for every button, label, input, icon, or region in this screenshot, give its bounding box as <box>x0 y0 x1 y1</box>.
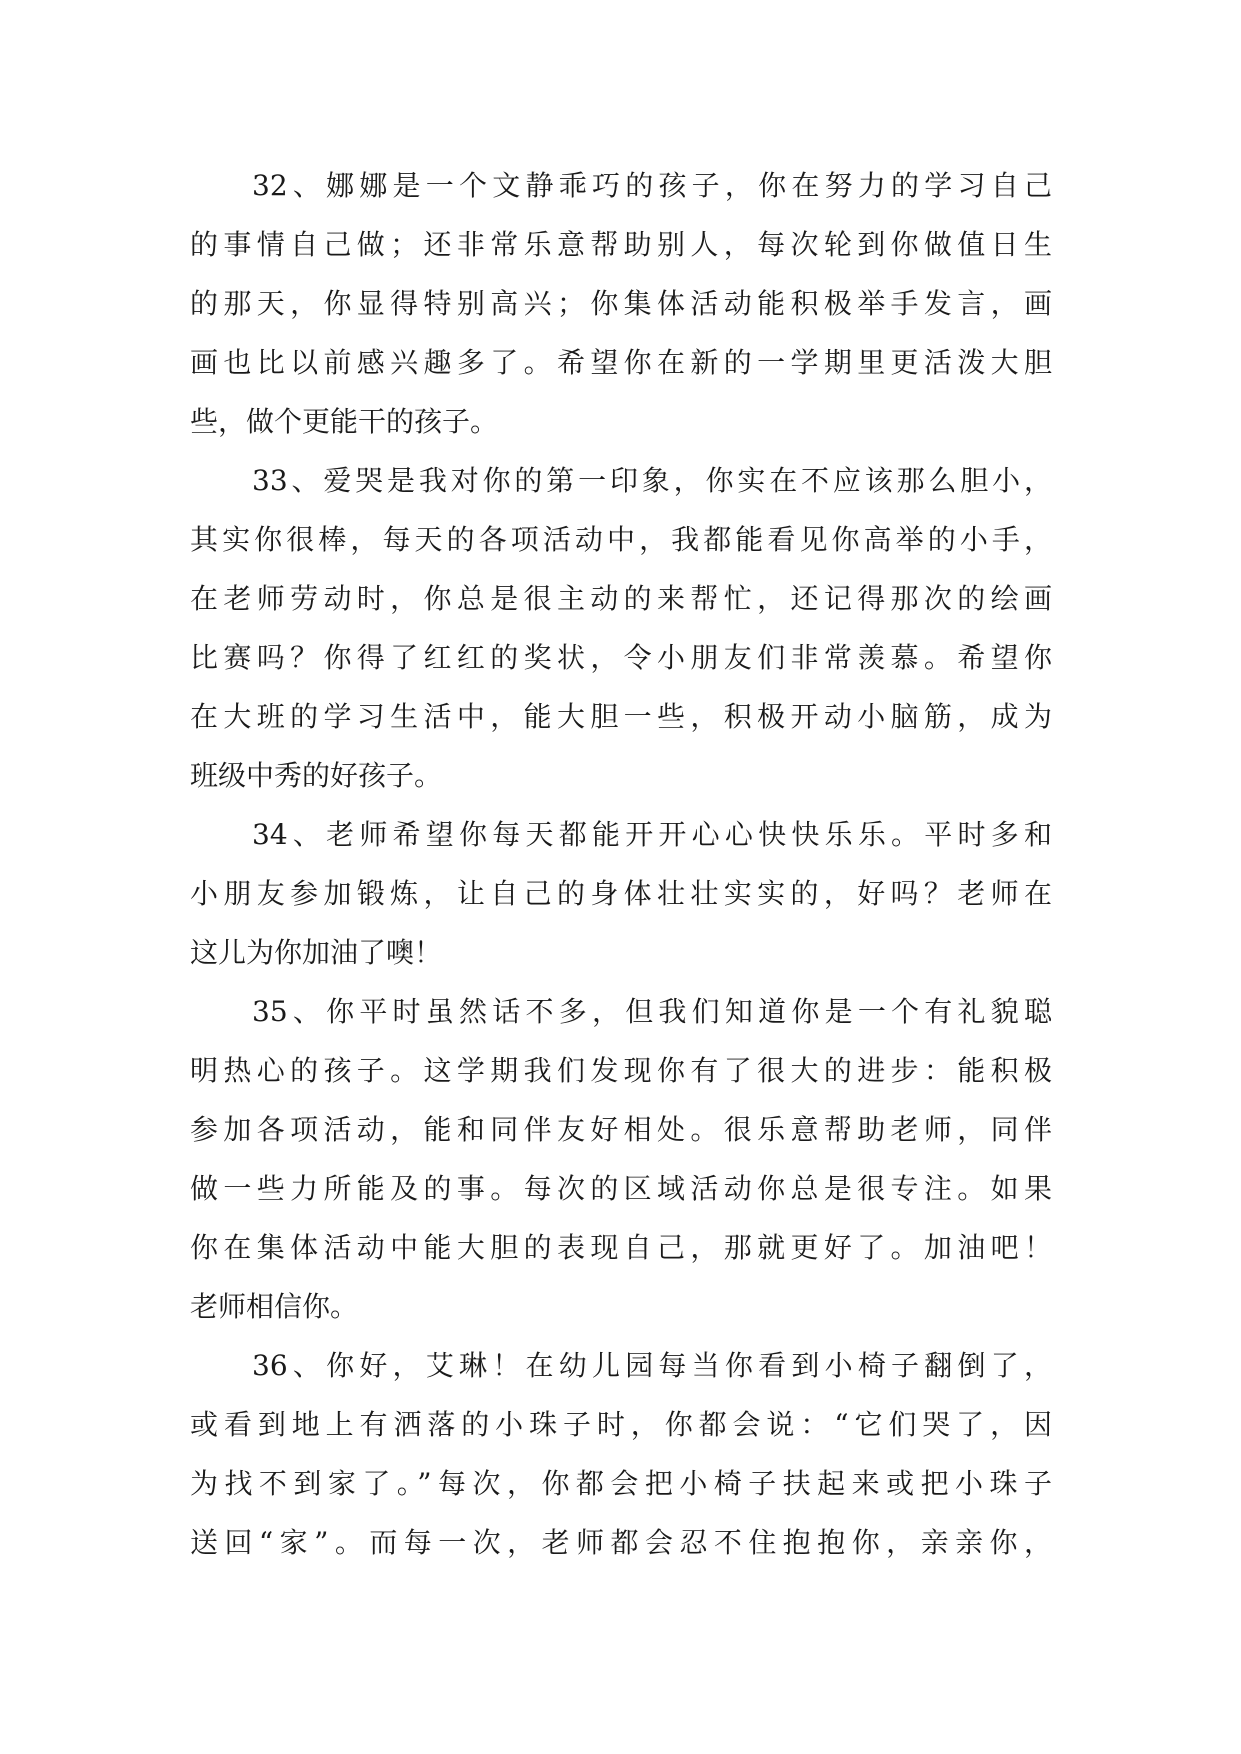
text-line: 做一些力所能及的事。每次的区域活动你总是很专注。如果 <box>190 1172 1052 1205</box>
text-line: 班级中秀的好孩子。 <box>190 759 443 792</box>
text-line: 36、你好，艾琳！在幼儿园每当你看到小椅子翻倒了， <box>252 1349 1052 1382</box>
text-line: 在大班的学习生活中，能大胆一些，积极开动小脑筋，成为 <box>190 700 1052 733</box>
text-line: 的事情自己做；还非常乐意帮助别人，每次轮到你做值日生 <box>190 228 1052 261</box>
text-line: 明热心的孩子。这学期我们发现你有了很大的进步：能积极 <box>190 1054 1052 1087</box>
text-line: 这儿为你加油了噢！ <box>190 936 443 969</box>
document-body <box>190 156 1052 1572</box>
paragraph-36 <box>190 1336 1052 1572</box>
text-line: 老师相信你。 <box>190 1290 359 1323</box>
text-line: 35、你平时虽然话不多，但我们知道你是一个有礼貌聪 <box>252 995 1052 1028</box>
text-line: 比赛吗？你得了红红的奖状，令小朋友们非常羡慕。希望你 <box>190 641 1052 674</box>
text-line: 小朋友参加锻炼，让自己的身体壮壮实实的，好吗？老师在 <box>190 877 1052 910</box>
text-line: 你在集体活动中能大胆的表现自己，那就更好了。加油吧！ <box>190 1231 1052 1264</box>
paragraph-32 <box>190 156 1052 451</box>
text-line: 34、老师希望你每天都能开开心心快快乐乐。平时多和 <box>252 818 1052 851</box>
text-line: 或看到地上有洒落的小珠子时，你都会说：“它们哭了，因 <box>190 1408 1052 1441</box>
text-line: 32、娜娜是一个文静乖巧的孩子，你在努力的学习自己 <box>252 169 1052 202</box>
text-line: 其实你很棒，每天的各项活动中，我都能看见你高举的小手， <box>190 523 1052 556</box>
text-line: 在老师劳动时，你总是很主动的来帮忙，还记得那次的绘画 <box>190 582 1052 615</box>
text-line: 些，做个更能干的孩子。 <box>190 405 499 438</box>
text-line: 送回“家”。而每一次，老师都会忍不住抱抱你，亲亲你， <box>190 1526 1052 1559</box>
text-line: 为找不到家了。”每次，你都会把小椅子扶起来或把小珠子 <box>190 1467 1052 1500</box>
paragraph-33 <box>190 451 1052 805</box>
paragraph-35 <box>190 982 1052 1336</box>
paragraph-34 <box>190 805 1052 982</box>
text-line: 33、爱哭是我对你的第一印象，你实在不应该那么胆小， <box>252 464 1052 497</box>
text-line: 的那天，你显得特别高兴；你集体活动能积极举手发言，画 <box>190 287 1052 320</box>
text-line: 画也比以前感兴趣多了。希望你在新的一学期里更活泼大胆 <box>190 346 1052 379</box>
text-line: 参加各项活动，能和同伴友好相处。很乐意帮助老师，同伴 <box>190 1113 1052 1146</box>
